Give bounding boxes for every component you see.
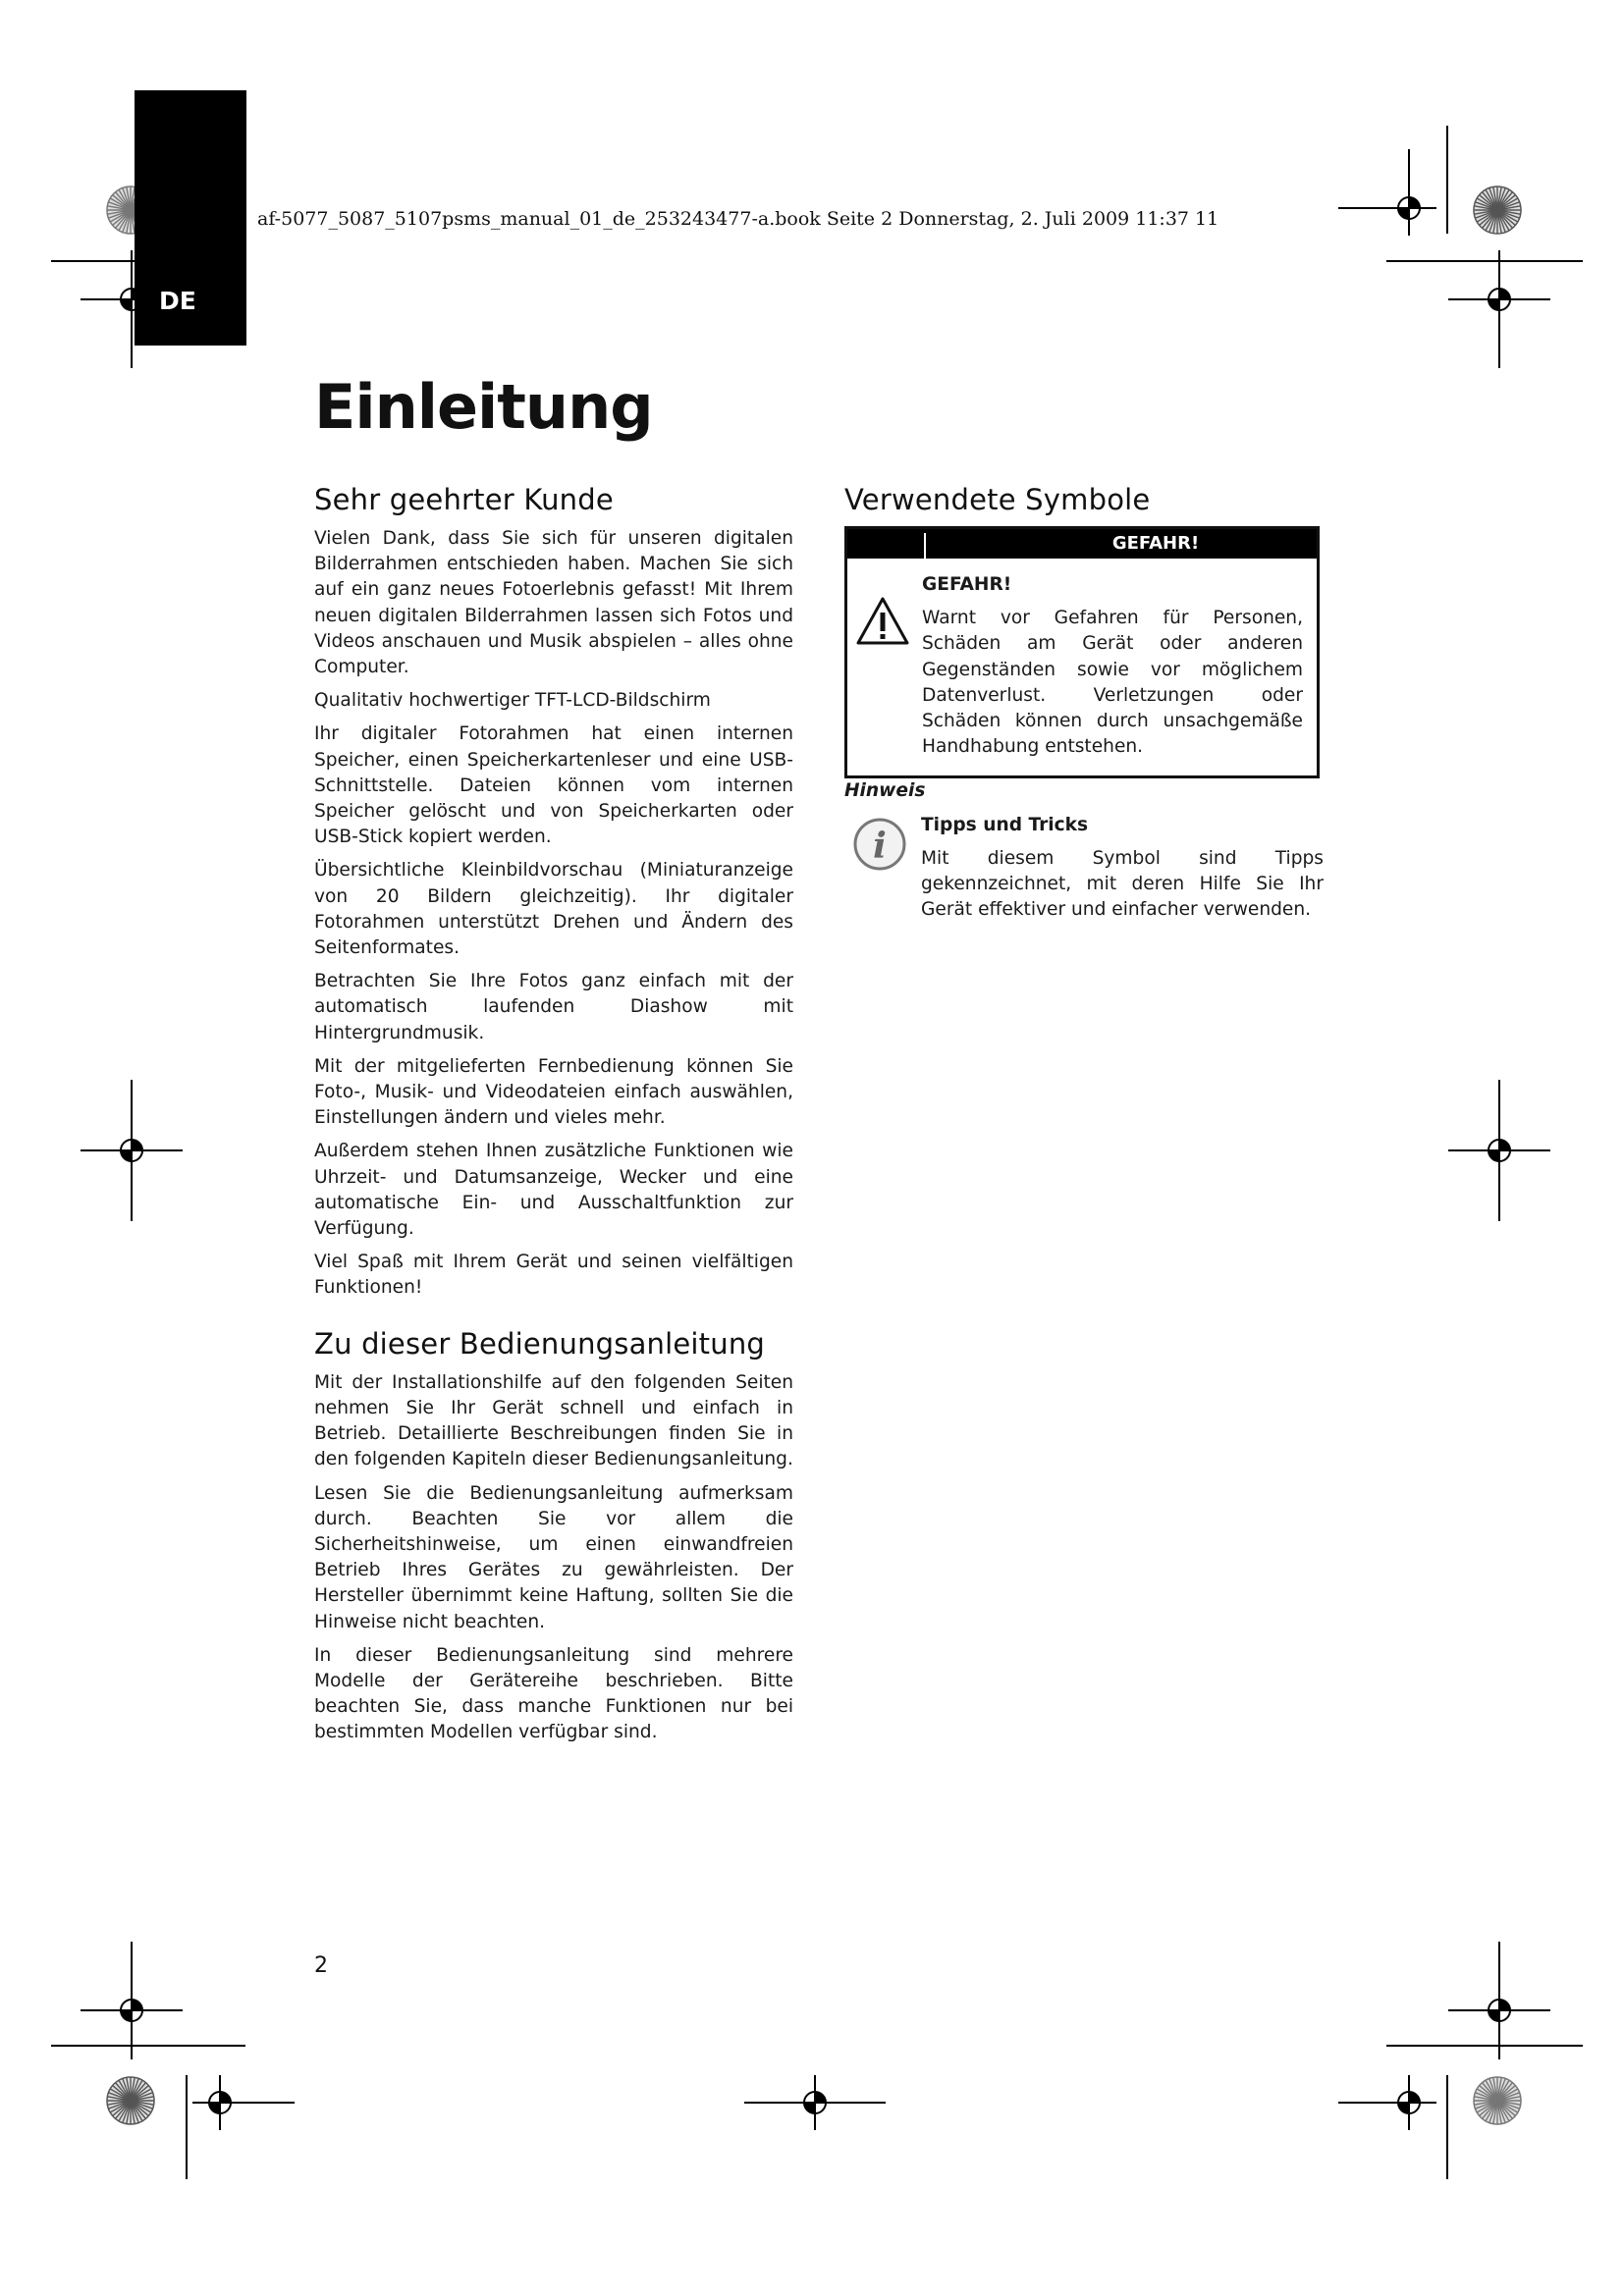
section-heading-symbols: Verwendete Symbole	[844, 483, 1151, 516]
paragraph: Vielen Dank, dass Sie sich für unseren digitalen Bilderrahmen entschieden haben. Machen Sie sich auf ein ganz neues Fotoerlebnis gefasst! Mit Ihrem neuen digitalen Bilderrahmen lassen sich Fotos und Videos anschauen und Musik abspielen – alles ohne Computer.	[314, 528, 793, 678]
page-number: 2	[314, 1953, 328, 1978]
danger-notice-box	[844, 526, 1320, 778]
info-icon	[852, 817, 907, 872]
section-heading-about-manual: Zu dieser Bedienungsanleitung	[314, 1326, 766, 1361]
paragraph: Betrachten Sie Ihre Fotos ganz einfach mit der automatisch laufenden Diashow mit Hintergrundmusik.	[314, 971, 793, 1043]
paragraph: Mit der Installationshilfe auf den folgenden Seiten nehmen Sie Ihr Gerät schnell und einfach in Betrieb. Detaillierte Beschreibungen finden Sie in den folgenden Kapiteln dieser Bedienungsanleitung.	[314, 1371, 793, 1470]
language-label: DE	[159, 287, 196, 315]
right-column	[844, 483, 1324, 931]
starburst-mark	[1474, 187, 1521, 234]
paragraph: Lesen Sie die Bedienungsanleitung aufmerksam durch. Beachten Sie vor allem die Sicherheitshinweise, um einen einwandfreien Betrieb Ihres Gerätes zu gewährleisten. Der Hersteller übernimmt keine Haftung, sollten Sie die Hinweise nicht beachten.	[314, 1482, 793, 1632]
paragraph: Außerdem stehen Ihnen zusätzliche Funktionen wie Uhrzeit- und Datumsanzeige, Wecker und eine automatische Ein- und Ausschaltfunktion zur Verfügung.	[314, 1141, 793, 1240]
page-title: Einleitung	[314, 371, 653, 443]
starburst-mark	[1474, 2077, 1521, 2124]
paragraph: Viel Spaß mit Ihrem Gerät und seinen vielfältigen Funktionen!	[314, 1252, 793, 1299]
warning-triangle-icon	[855, 596, 910, 647]
paragraph: Ihr digitaler Fotorahmen hat einen internen Speicher, einen Speicherkartenleser und eine USB-Schnittstelle. Dateien können vom internen Speicher gelöscht und von Speicherkarten oder USB-Stick kopiert werden.	[314, 723, 793, 848]
danger-header-bar	[847, 529, 1317, 559]
hint-heading: Hinweis	[844, 780, 926, 802]
print-file-header: af-5077_5087_5107psms_manual_01_de_253243477-a.book Seite 2 Donnerstag, 2. Juli 2009 11:37 11	[257, 208, 1219, 230]
danger-text: Warnt vor Gefahren für Personen, Schäden am Gerät oder anderen Gegenständen sowie vor möglichem Datenverlust. Verletzungen oder Schäden können durch unsachgemäße Handhabung entstehen.	[922, 608, 1303, 758]
left-column	[314, 483, 793, 1754]
danger-title: GEFAHR!	[922, 574, 1012, 595]
paragraph: In dieser Bedienungsanleitung sind mehrere Modelle der Gerätereihe beschrieben. Bitte beachten Sie, dass manche Funktionen nur bei bestimmten Modellen verfügbar sind.	[314, 1644, 793, 1743]
hint-title: Tipps und Tricks	[921, 814, 1089, 835]
paragraph: Übersichtliche Kleinbildvorschau (Miniaturanzeige von 20 Bildern gleichzeitig). Ihr digitaler Fotorahmen unterstützt Drehen und Ändern des Seitenformates.	[314, 860, 793, 959]
hint-text: Mit diesem Symbol sind Tipps gekennzeichnet, mit deren Hilfe Sie Ihr Gerät effektiver und einfacher verwenden.	[921, 847, 1324, 921]
hint-notice	[844, 813, 1324, 924]
svg-text:i: i	[873, 825, 887, 867]
danger-bar-label: GEFAHR!	[1111, 533, 1200, 554]
starburst-mark	[107, 2077, 154, 2124]
paragraph: Mit der mitgelieferten Fernbedienung können Sie Foto-, Musik- und Videodateien einfach auswählen, Einstellungen ändern und vieles mehr.	[314, 1055, 793, 1129]
paragraph: Qualitativ hochwertiger TFT-LCD-Bildschirm	[314, 690, 711, 712]
danger-body	[847, 559, 1317, 775]
section-heading-dear-customer: Sehr geehrter Kunde	[314, 483, 614, 516]
